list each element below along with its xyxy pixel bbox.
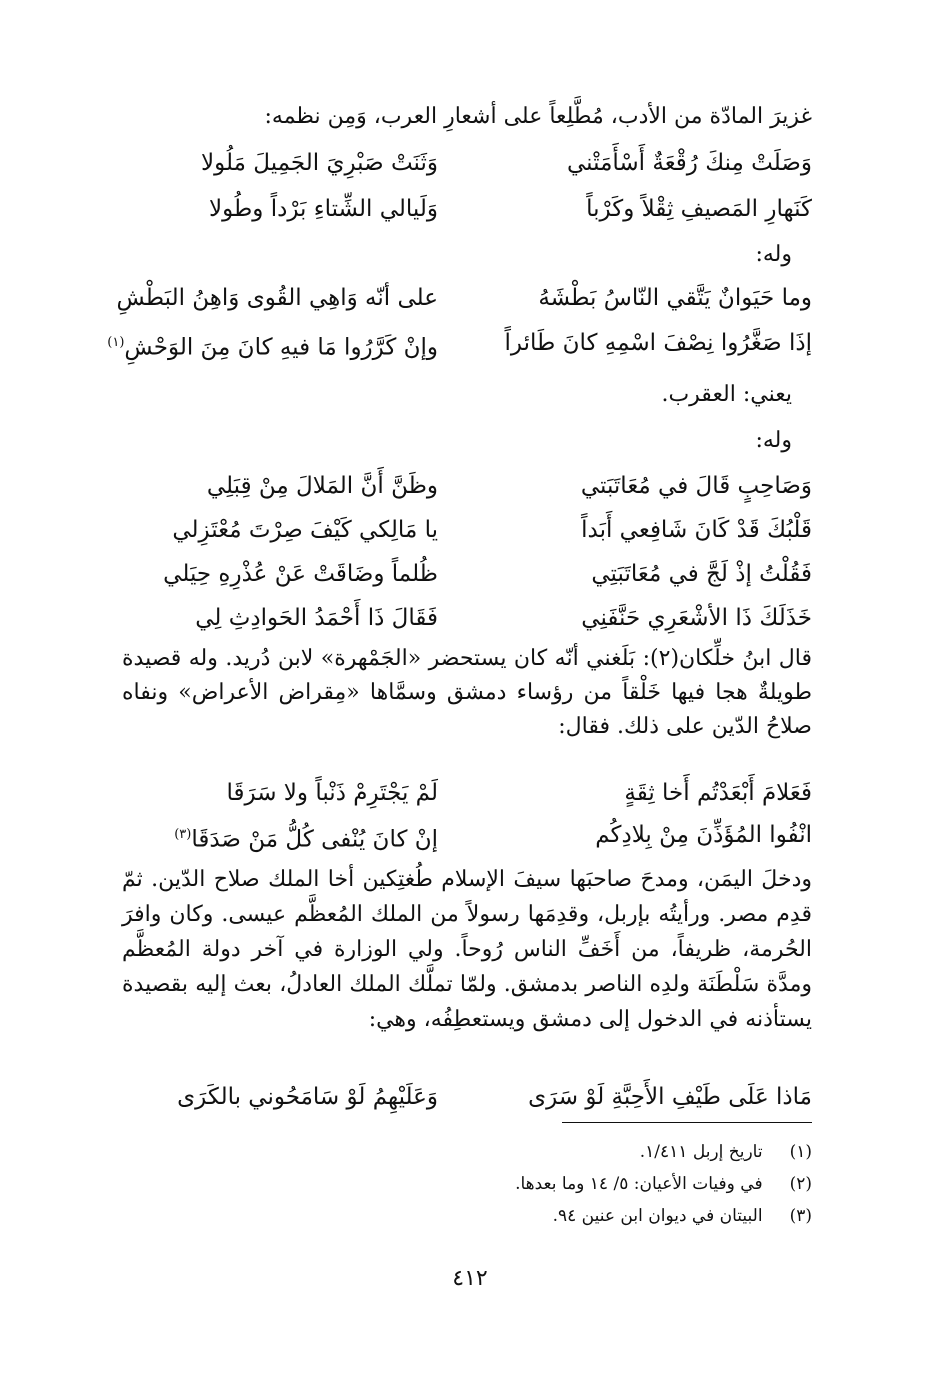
body-paragraph: ودخلَ اليمَن، ومدحَ صاحبَها سيفَ الإسلام طُغتِكين أخا الملك صلاح الدّين. ثمّ قدِم مصر. ورأيتُه بإربل، وقدِمَها رسولاً من الملك المُعظَّم عيسى. وكان وافرَ الحُرمة، ظريفاً، من أَخَفِّ الناس رُوحاً. ولي الوزارة في آخر دولة المُعظَّم ومدَّة سَلْطَنَة ولدِه الناصر بدمشق. ولمّا تملَّك الملك العادلُ، بعث إليه بقصيدة يستأذنه في الدخول إلى دمشق ويستعطِفُه، وهي: (122, 867, 812, 1032)
page-number: ٤١٢ (452, 1266, 488, 1291)
verse-first-hemistich: كَنَهارِ المَصيفِ ثِقْلاً وكَرْباً (586, 196, 812, 222)
verse-line (98, 770, 812, 816)
intro-text: غزيرَ المادّة من الأدب، مُطَّلِعاً على أشعارِ العرب، وَمِن نظمه: (264, 104, 812, 129)
verse-first-hemistich: إذَا صَغَّرُوا نِصْفَ اسْمِهِ كانَ طَائراً (504, 330, 812, 356)
verse-first-hemistich: فَعَلامَ أَبْعَدْتُم أَخا ثِقَةٍ (624, 780, 812, 806)
footnote-number: (٣) (789, 1206, 812, 1226)
footnote-text: البيتان في ديوان ابن عنين ٩٤. (552, 1206, 763, 1226)
verse-second-hemistich: وَثَنَتْ صَبْرِيَ الجَمِيلَ مَلُولا (201, 150, 438, 176)
verse-line (98, 812, 812, 858)
verse-second-hemistich: وَلَيالي الشِّتاءِ بَرْداً وطُولا (209, 196, 438, 222)
verse-text: إنْ كانَ يُنْفى كُلُّ مَنْ صَدَقَا (191, 826, 438, 853)
verse-second-hemistich: ظُلماً وضَاقَتْ عَنْ عُذْرِهِ حِيَلي (163, 561, 438, 587)
verse-first-hemistich: مَاذا عَلَى طَيْفِ الأَحِبَّةِ لَوْ سَرَى (528, 1084, 812, 1110)
verse-first-hemistich: خَذَلَكَ ذَا الأشْعَرِي حَنَّفَنِي (581, 605, 812, 631)
verse-first-hemistich: وَصَاحِبٍ قَالَ في مُعَاتَبَتي (580, 473, 812, 499)
footnote (553, 1202, 812, 1230)
verse-line (98, 275, 812, 321)
verse-first-hemistich: قَلْبُكَ قَدْ كَانَ شَافِعي أَبَداً (581, 517, 812, 543)
verse-first-hemistich: وما حَيَوانٌ يَتَّقي النّاسُ بَطْشَهُ (538, 285, 812, 311)
verse-first-hemistich: وَصَلَتْ مِنكَ رُقْعَةٌ أَسْأَمَتْني (567, 150, 812, 176)
verse-second-hemistich: وَعَلَيْهِمُ لَوْ سَامَحُوني بالكَرَى (177, 1084, 438, 1110)
footnote-text: تاريخ إربل ١/٤١١. (639, 1142, 763, 1162)
footnote-number: (١) (789, 1142, 812, 1162)
section-label: وله: (755, 428, 792, 453)
verse-first-hemistich: انْفُوا المُؤَذِّنَ مِنْ بِلادِكُم (595, 822, 812, 848)
verse-second-hemistich (98, 812, 438, 863)
footnote-marker: (٣) (174, 827, 192, 842)
verse-second-hemistich: لَمْ يَجْتَرِمْ ذَنْباً ولا سَرَقَا (226, 780, 438, 806)
verse-line (98, 1074, 812, 1120)
verse-line (98, 463, 812, 509)
verse-line (98, 507, 812, 553)
verse-second-hemistich (98, 320, 438, 371)
body-paragraph: قال ابنُ خلِّكان(٢): بَلَغني أنّه كان يستحضر «الجَمْهرة» لابن دُريد. وله قصيدة طويلةٌ هجا فيها خَلْقاً من رؤساء دمشق وسمَّاها «مِقراض الأعراض» ونفاه صلاحُ الدّين على ذلك. فقال: (122, 646, 812, 739)
verse-second-hemistich: على أنّه وَاهِي القُوى وَاهِنُ البَطْشِ (116, 285, 438, 311)
verse-line (98, 595, 812, 641)
verse-second-hemistich: يا مَالِكي كَيْفَ صِرْتَ مُعْتَزِلي (172, 517, 438, 543)
verse-second-hemistich: وظَنَّ أَنَّ المَلالَ مِنْ قِبَلِي (206, 473, 438, 499)
verse-second-hemistich: فَقَالَ ذَا أَحْمَدُ الحَوادِثِ لِي (195, 605, 438, 631)
section-label: وله: (755, 242, 792, 267)
footnote-text: في وفيات الأعيان: ٥/ ١٤ وما بعدها. (515, 1174, 763, 1194)
footnote-marker: (١) (107, 335, 125, 350)
footnote-separator (562, 1122, 812, 1123)
verse-first-hemistich: فَقُلْتُ إذْ لَجَّ في مُعَاتَبَتِي (591, 561, 812, 587)
verse-line (98, 140, 812, 186)
footnote (640, 1138, 812, 1166)
footnote (515, 1170, 812, 1198)
verse-text: وإنْ كَرَّرُوا مَا فيهِ كانَ مِنَ الوَحْشِ (124, 334, 438, 361)
explanation-text: يعني: العقرب. (661, 382, 792, 407)
verse-line (98, 320, 812, 366)
verse-line (98, 186, 812, 232)
footnote-number: (٢) (789, 1174, 812, 1194)
verse-line (98, 551, 812, 597)
